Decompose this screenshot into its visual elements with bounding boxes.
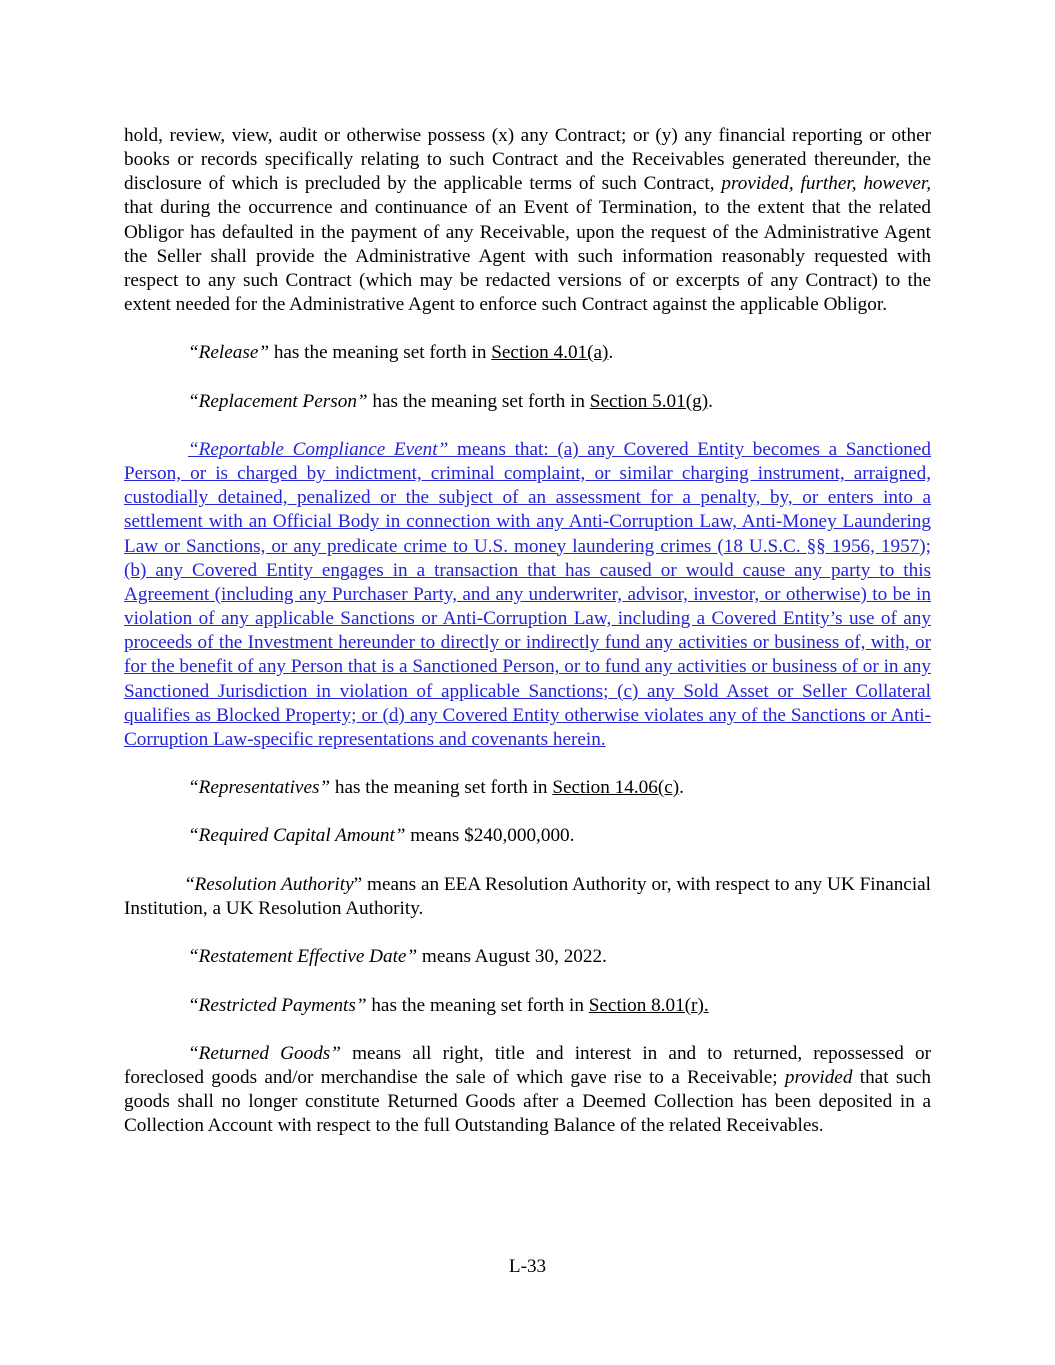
continuation-paragraph	[124, 124, 931, 317]
definition-representatives: “Representatives” has the meaning set forth in Section 14.06(c).	[188, 777, 684, 799]
defined-term: “Returned Goods”	[188, 1042, 341, 1064]
page-number: L-33	[508, 1256, 547, 1277]
definition-resolution-authority: “Resolution Authority” means an EEA Resolution Authority or, with respect to any UK Financial Institution, a UK Resolution Authority.	[124, 873, 932, 919]
definition-release: “Release” has the meaning set forth in Section 4.01(a).	[188, 342, 614, 364]
definition-text: has the meaning set forth in	[273, 342, 487, 364]
definition-text: means August 30, 2022.	[421, 946, 607, 968]
definition-reportable-compliance-event	[124, 438, 931, 752]
defined-term: “Replacement Person”	[188, 390, 368, 412]
document-page	[124, 124, 931, 1163]
definition-text: has the meaning set forth in	[371, 994, 584, 1016]
proviso-phrase: provided, further, however,	[721, 173, 932, 195]
section-reference: Section 8.01(r).	[588, 994, 709, 1016]
continuation-text-2: that during the occurrence and continuance of an Event of Termination, to the extent that the related Obligor has defaulted in the payment of any Receivable, upon the request of the Administrative Agent the Seller shall provide the Administrative Agent with such information reasonably requested with respect to any such Contract (which may be redacted versions of or excerpts of any Contract) to the extent needed for the Administrative Agent to enforce such Contract against the applicable Obligor.	[124, 197, 931, 316]
defined-term: Resolution Authority	[194, 873, 354, 895]
definition-text: means that: (a) any Covered Entity becomes a Sanctioned Person, or is charged by indictment, criminal complaint, or similar charging instrument, arraigned, custodially detained, penalized or the subject of an assessment for a penalty, by, or enters into a settlement with an Official Body in connection with any Anti-Corruption Law, Anti-Money Laundering Law or Sanctions, or any predicate crime to U.S. money laundering crimes (18 U.S.C. §§ 1956, 1957); (b) any Covered Entity engages in a transaction that has caused or would cause any party to this Agreement (including any Purchaser Party, and any underwriter, advisor, investor, or otherwise) to be in violation of any applicable Sanctions or Anti-Corruption Law, including a Covered Entity’s use of any proceeds of the Investment hereunder to directly or indirectly fund any activities or business of, with, or for the benefit of any Person that is a Sanctioned Person, or to fund any activities or business of or in any Sanctioned Jurisdiction in violation of applicable Sanctions; (c) any Sold Asset or Seller Collateral qualifies as Blocked Property; or (d) any Covered Entity otherwise violates any of the Sanctions or Anti-Corruption Law-specific representations and covenants herein.	[124, 438, 931, 750]
definition-restatement-effective-date	[124, 945, 931, 969]
definition-required-capital-amount	[124, 824, 931, 848]
defined-term: “Reportable Compliance Event”	[188, 438, 449, 460]
proviso-phrase: provided	[784, 1066, 853, 1088]
definition-text: has the meaning set forth in	[334, 777, 548, 799]
section-reference: Section 4.01(a)	[491, 342, 609, 364]
defined-term: “Restricted Payments”	[188, 994, 367, 1016]
definition-text: means an EEA Resolution Authority or, with respect to any UK Financial Institution, a UK Resolution Authority.	[124, 873, 932, 919]
continuation-text-1: hold, review, view, audit or otherwise possess (x) any Contract; or (y) any financial reporting or other books or records specifically relating to such Contract and the Receivables generated thereunder, the disclosure of which is precluded by the applicable terms of such Contract,	[124, 125, 931, 195]
defined-term: “Representatives”	[188, 777, 331, 799]
definition-text: means $240,000,000.	[410, 825, 575, 847]
definition-returned-goods	[124, 1042, 931, 1139]
definition-text: has the meaning set forth in	[372, 390, 585, 412]
definition-text: means all right, title and interest in and to returned, repossessed or foreclosed goods and/or merchandise the sale of which gave rise to a Receivable;	[124, 1042, 932, 1088]
defined-term: “Required Capital Amount”	[188, 825, 406, 847]
definition-replacement-person: “Replacement Person” has the meaning set forth in Section 5.01(g).	[188, 390, 713, 412]
definition-text-2: that such goods shall no longer constitute Returned Goods after a Deemed Collection has been deposited in a Collection Account with respect to the full Outstanding Balance of the related Receivables.	[124, 1066, 932, 1137]
defined-term: “Release”	[188, 342, 270, 364]
definition-restricted-payments	[124, 994, 931, 1018]
section-reference: Section 14.06(c)	[552, 777, 680, 799]
section-reference: Section 5.01(g)	[589, 390, 709, 412]
defined-term: “Restatement Effective Date”	[188, 946, 418, 968]
